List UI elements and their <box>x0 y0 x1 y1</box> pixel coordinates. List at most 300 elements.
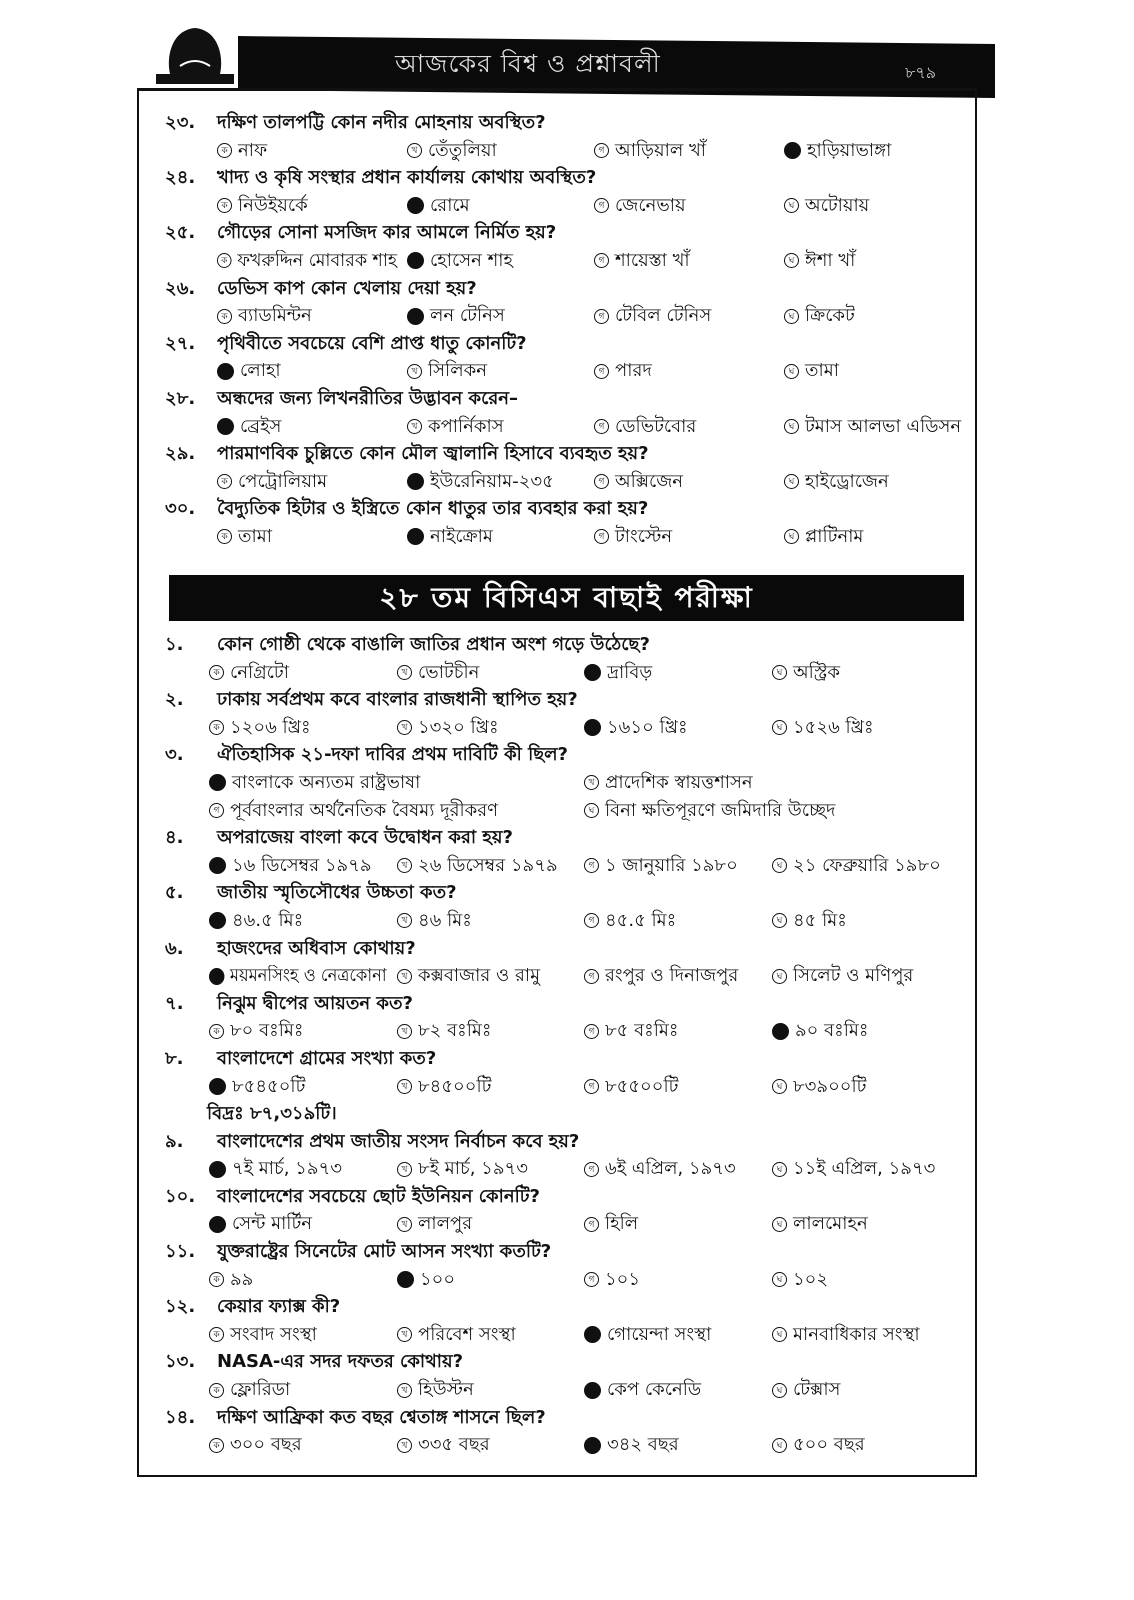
question-row <box>139 1348 975 1376</box>
answer-option <box>772 962 913 990</box>
option-text: ১২০৬ খ্রিঃ <box>230 716 311 738</box>
question-text: যুক্তরাষ্ট্রের সিনেটের মোট আসন সংখ্যা কতটি? <box>217 1241 552 1263</box>
question-number: ২৩. <box>165 112 196 133</box>
option-letter-circle-icon: ক <box>217 143 232 158</box>
option-letter-circle-icon: খ <box>397 665 412 680</box>
correct-answer-dot-icon: খ <box>397 1271 414 1288</box>
answer-option <box>209 1017 303 1045</box>
question-row <box>139 990 975 1018</box>
option-letter-circle-icon: গ <box>594 143 609 158</box>
answer-option <box>584 1431 679 1459</box>
options-row <box>139 1073 975 1101</box>
option-letter-circle-icon: গ <box>584 1024 599 1039</box>
option-letter-circle-icon: গ <box>594 529 609 544</box>
option-letter-circle-icon: গ <box>584 1162 599 1177</box>
options-row <box>139 1376 975 1404</box>
option-text: ভোটচীন <box>418 661 480 683</box>
answer-option <box>584 907 676 935</box>
question-text: জাতীয় স্মৃতিসৌধের উচ্চতা কত? <box>217 882 457 904</box>
options-row <box>139 1017 975 1045</box>
option-text: টেক্সাস <box>793 1379 841 1401</box>
answer-option <box>397 1073 491 1101</box>
option-letter-circle-icon: ঘ <box>784 309 799 324</box>
option-letter-circle-icon: ক <box>209 1383 224 1398</box>
question-number: ১০. <box>165 1185 196 1207</box>
answer-option <box>772 1266 828 1294</box>
answer-option <box>407 357 487 385</box>
answer-option <box>209 1431 302 1459</box>
answer-option <box>594 137 706 165</box>
question-row <box>139 1238 975 1266</box>
option-letter-circle-icon: খ <box>584 775 599 790</box>
option-text: ৩৪২ বছর <box>607 1434 679 1456</box>
answer-option <box>584 1266 640 1294</box>
option-text: আড়িয়াল খাঁ <box>615 139 706 161</box>
option-text: হোসেন শাহ <box>430 249 513 271</box>
answer-option <box>397 962 540 990</box>
option-text: কপার্নিকাস <box>428 415 504 437</box>
question-text: ঢাকায় সর্বপ্রথম কবে বাংলার রাজধানী স্থাপিত হয়? <box>217 689 578 711</box>
answer-option <box>772 1017 868 1045</box>
question-number: ২৫. <box>165 222 196 244</box>
option-text: টাংস্টেন <box>615 525 673 547</box>
question-text: কেয়ার ফ্যাক্স কী? <box>217 1296 341 1318</box>
option-text: বিনা ক্ষতিপূরণে জমিদারি উচ্ছেদ <box>605 799 836 821</box>
options-row <box>139 714 975 742</box>
option-letter-circle-icon: ক <box>217 529 232 544</box>
question-number: ৩০. <box>165 498 196 520</box>
answer-option <box>594 357 652 385</box>
option-text: ব্রেইস <box>240 415 282 437</box>
correct-answer-dot-icon: ক <box>209 1161 226 1178</box>
answer-option <box>584 1321 711 1349</box>
option-letter-circle-icon: গ <box>594 198 609 213</box>
option-letter-circle-icon: খ <box>397 1438 412 1453</box>
answer-note: বিদ্রঃ ৮৭,৩১৯টি। <box>207 1103 337 1125</box>
answer-option <box>594 523 672 551</box>
option-text: ৪৬ মিঃ <box>418 909 472 931</box>
option-text: তামা <box>805 360 839 382</box>
option-letter-circle-icon: ক <box>209 665 224 680</box>
option-letter-circle-icon: ঘ <box>772 1327 787 1342</box>
answer-option <box>407 413 504 441</box>
correct-answer-dot-icon: ক <box>209 912 226 929</box>
correct-answer-dot-icon: খ <box>407 308 424 325</box>
option-letter-circle-icon: খ <box>397 1162 412 1177</box>
answer-option <box>209 1155 342 1183</box>
answer-option <box>397 1210 472 1238</box>
option-text: সংবাদ সংস্থা <box>230 1323 317 1345</box>
answer-option <box>584 659 652 687</box>
section-previous-questions <box>139 109 975 551</box>
options-row <box>139 1431 975 1459</box>
option-text: দ্রাবিড় <box>607 661 653 683</box>
correct-answer-dot-icon: খ <box>407 252 424 269</box>
option-text: ৪৫ মিঃ <box>793 909 847 931</box>
option-text: ১৫২৬ খ্রিঃ <box>793 716 874 738</box>
option-letter-circle-icon: ঘ <box>772 1217 787 1232</box>
question-row <box>139 686 975 714</box>
answer-option <box>209 962 387 990</box>
option-text: হাড়িয়াভাঙ্গা <box>807 139 892 161</box>
option-text: প্রাদেশিক স্বায়ত্তশাসন <box>605 771 753 793</box>
question-text: বাংলাদেশের প্রথম জাতীয় সংসদ নির্বাচন কবে হয়? <box>217 1130 580 1152</box>
answer-option <box>772 1321 920 1349</box>
option-letter-circle-icon: ঘ <box>784 198 799 213</box>
question-row <box>139 1045 975 1073</box>
option-letter-circle-icon: খ <box>397 913 412 928</box>
option-text: ৮৩৯০০টি <box>793 1075 867 1097</box>
answer-option <box>594 302 711 330</box>
correct-answer-dot-icon: ক <box>209 774 226 791</box>
option-letter-circle-icon: ঘ <box>784 253 799 268</box>
option-text: ১৬১০ খ্রিঃ <box>607 716 688 738</box>
answer-option <box>407 192 470 220</box>
option-text: ৮ই মার্চ, ১৯৭৩ <box>418 1158 528 1180</box>
option-letter-circle-icon: ক <box>209 720 224 735</box>
answer-option <box>584 962 738 990</box>
answer-option <box>217 247 397 275</box>
correct-answer-dot-icon: খ <box>407 473 424 490</box>
option-letter-circle-icon: গ <box>594 364 609 379</box>
answer-option <box>784 137 891 165</box>
option-text: ১৩২০ খ্রিঃ <box>418 716 499 738</box>
answer-option <box>397 1376 474 1404</box>
option-text: গোয়েন্দা সংস্থা <box>607 1323 712 1345</box>
option-letter-circle-icon: গ <box>584 913 599 928</box>
answer-option <box>407 302 505 330</box>
option-letter-circle-icon: গ <box>594 253 609 268</box>
option-text: ৩০০ বছর <box>230 1434 302 1456</box>
answer-option <box>209 1073 305 1101</box>
option-text: ২৬ ডিসেম্বর ১৯৭৯ <box>418 854 558 876</box>
option-text: পেট্রোলিয়াম <box>238 470 328 492</box>
answer-option <box>584 714 688 742</box>
option-text: প্লাটিনাম <box>805 525 864 547</box>
option-text: কেপ কেনেডি <box>607 1379 702 1401</box>
option-letter-circle-icon: খ <box>397 1079 412 1094</box>
answer-option <box>594 192 686 220</box>
option-letter-circle-icon: গ <box>594 309 609 324</box>
answer-option <box>584 1155 736 1183</box>
section-28th-bcs <box>139 631 975 1459</box>
answer-option <box>784 523 863 551</box>
option-text: লালমোহন <box>793 1213 868 1235</box>
answer-option <box>594 413 696 441</box>
option-letter-circle-icon: ঘ <box>772 1162 787 1177</box>
option-letter-circle-icon: ক <box>209 1327 224 1342</box>
question-text: দক্ষিণ তালপট্টি কোন নদীর মোহনায় অবস্থিত? <box>217 112 546 133</box>
option-text: লালপুর <box>418 1213 473 1235</box>
answer-option <box>784 413 961 441</box>
answer-option <box>784 302 855 330</box>
answer-option <box>217 192 308 220</box>
option-text: ইউরেনিয়াম-২৩৫ <box>430 470 554 492</box>
option-text: ১ জানুয়ারি ১৯৮০ <box>605 854 738 876</box>
question-row <box>139 109 975 137</box>
question-row <box>139 385 975 413</box>
option-text: ৮৫ বঃমিঃ <box>605 1020 679 1042</box>
option-text: ৮৫৫০০টি <box>605 1075 679 1097</box>
option-letter-circle-icon: খ <box>397 969 412 984</box>
correct-answer-dot-icon: ক <box>209 857 226 874</box>
option-letter-circle-icon: ঘ <box>772 1272 787 1287</box>
answer-option <box>784 357 839 385</box>
answer-option <box>397 852 558 880</box>
answer-option <box>217 468 327 496</box>
option-letter-circle-icon: খ <box>397 720 412 735</box>
question-number: ৫. <box>165 882 184 904</box>
option-text: শায়েস্তা খাঁ <box>615 249 690 271</box>
options-row <box>139 797 975 825</box>
option-text: সিলেট ও মণিপুর <box>793 965 914 987</box>
option-text: রংপুর ও দিনাজপুর <box>605 965 739 987</box>
options-row <box>139 962 975 990</box>
correct-answer-dot-icon: ক <box>209 1216 226 1233</box>
question-text: অন্ধদের জন্য লিখনরীতির উদ্ভাবন করেন– <box>217 387 519 409</box>
options-row <box>139 413 975 441</box>
question-number: ১২. <box>165 1296 196 1318</box>
answer-option <box>772 1431 865 1459</box>
option-letter-circle-icon: গ <box>584 1079 599 1094</box>
option-letter-circle-icon: গ <box>584 1272 599 1287</box>
option-text: হাইড্রোজেন <box>805 470 889 492</box>
question-text: NASA-এর সদর দফতর কোথায়? <box>217 1351 464 1373</box>
options-row <box>139 852 975 880</box>
option-letter-circle-icon: ক <box>217 253 232 268</box>
option-letter-circle-icon: খ <box>397 1217 412 1232</box>
question-number: ৭. <box>165 992 184 1014</box>
option-text: হিলি <box>605 1213 639 1235</box>
answer-option <box>407 137 497 165</box>
option-letter-circle-icon: ঘ <box>772 665 787 680</box>
option-text: ক্রিকেট <box>805 305 855 327</box>
answer-option <box>584 1073 678 1101</box>
option-letter-circle-icon: ক <box>209 1438 224 1453</box>
option-letter-circle-icon: ঘ <box>772 858 787 873</box>
question-text: পারমাণবিক চুল্লিতে কোন মৌল জ্বালানি হিসাবে ব্যবহৃত হয়? <box>217 443 649 465</box>
question-number: ১১. <box>165 1241 196 1263</box>
option-text: তামা <box>238 525 272 547</box>
answer-option <box>397 659 479 687</box>
option-letter-circle-icon: গ <box>584 858 599 873</box>
answer-option <box>209 714 311 742</box>
option-letter-circle-icon: ঘ <box>772 720 787 735</box>
correct-answer-dot-icon: ঘ <box>772 1023 789 1040</box>
option-text: ৯০ বঃমিঃ <box>795 1020 869 1042</box>
options-row <box>139 907 975 935</box>
option-letter-circle-icon: গ <box>594 474 609 489</box>
question-text: দক্ষিণ আফ্রিকা কত বছর শ্বেতাঙ্গ শাসনে ছিল? <box>217 1406 546 1428</box>
options-row <box>139 247 975 275</box>
question-text: গৌড়ের সোনা মসজিদ কার আমলে নির্মিত হয়? <box>217 222 557 244</box>
options-row <box>139 137 975 165</box>
answer-option <box>407 247 513 275</box>
answer-option <box>772 659 840 687</box>
option-text: ৫০০ বছর <box>793 1434 865 1456</box>
question-text: পৃথিবীতে সবচেয়ে বেশি প্রাপ্ত ধাতু কোনটি? <box>217 332 527 354</box>
option-text: ৭ই মার্চ, ১৯৭৩ <box>232 1158 342 1180</box>
option-text: টমাস আলভা এডিসন <box>805 415 962 437</box>
option-text: সিলিকন <box>428 360 487 382</box>
option-text: ৪৫.৫ মিঃ <box>605 909 677 931</box>
option-text: ৬ই এপ্রিল, ১৯৭৩ <box>605 1158 736 1180</box>
options-row <box>139 1321 975 1349</box>
correct-answer-dot-icon: খ <box>407 197 424 214</box>
options-row <box>139 302 975 330</box>
answer-option <box>784 247 855 275</box>
answer-option <box>772 1376 840 1404</box>
answer-option <box>397 1017 491 1045</box>
question-text: বাংলাদেশের সবচেয়ে ছোট ইউনিয়ন কোনটি? <box>217 1185 540 1207</box>
option-text: তেঁতুলিয়া <box>428 139 497 161</box>
question-text: ডেভিস কাপ কোন খেলায় দেয়া হয়? <box>217 277 477 299</box>
answer-option <box>397 714 499 742</box>
question-row <box>139 935 975 963</box>
option-letter-circle-icon: ঘ <box>772 913 787 928</box>
question-row <box>139 1128 975 1156</box>
question-text: নিঝুম দ্বীপের আয়তন কত? <box>217 992 413 1014</box>
option-letter-circle-icon: ক <box>209 1024 224 1039</box>
question-number: ২. <box>165 689 184 711</box>
correct-answer-dot-icon: ক <box>209 1078 226 1095</box>
options-row <box>139 769 975 797</box>
answer-option <box>209 797 498 825</box>
question-row <box>139 164 975 192</box>
option-text: নাইক্রোম <box>430 525 493 547</box>
option-text: ব্যাডমিন্টন <box>238 305 312 327</box>
answer-option <box>772 714 874 742</box>
answer-option <box>584 769 753 797</box>
answer-option <box>772 1073 866 1101</box>
option-letter-circle-icon: খ <box>407 143 422 158</box>
options-row <box>139 192 975 220</box>
correct-answer-dot-icon: ক <box>217 363 234 380</box>
answer-option <box>217 523 272 551</box>
answer-option <box>397 1431 490 1459</box>
option-letter-circle-icon: ঘ <box>772 1383 787 1398</box>
option-text: ১০০ <box>420 1268 456 1290</box>
answer-option <box>594 468 683 496</box>
answer-option <box>407 523 493 551</box>
answer-option <box>397 1266 455 1294</box>
header-title: আজকের বিশ্ব ও প্রশ্নাবলী <box>395 49 661 78</box>
options-row <box>139 1266 975 1294</box>
answer-option <box>209 659 289 687</box>
option-letter-circle-icon: ঘ <box>784 364 799 379</box>
correct-answer-dot-icon: গ <box>584 1326 601 1343</box>
option-text: পারদ <box>615 360 652 382</box>
question-number: ২৪. <box>165 167 196 189</box>
question-row <box>139 741 975 769</box>
note-row <box>139 1100 975 1128</box>
options-row <box>139 357 975 385</box>
option-text: নিউইয়র্কে <box>238 194 308 216</box>
page-number: ৮৭৯ <box>905 63 937 82</box>
option-letter-circle-icon: ক <box>217 198 232 213</box>
option-text: ১১ই এপ্রিল, ১৯৭৩ <box>793 1158 936 1180</box>
correct-answer-dot-icon: খ <box>407 528 424 545</box>
question-row <box>139 1183 975 1211</box>
option-text: হিউস্টন <box>418 1379 474 1401</box>
question-number: ১৩. <box>165 1351 196 1373</box>
options-row <box>139 1210 975 1238</box>
correct-answer-dot-icon: ক <box>217 418 234 435</box>
option-text: ৯৯ <box>230 1268 254 1290</box>
option-text: ৮০ বঃমিঃ <box>230 1020 304 1042</box>
option-text: অটোয়ায় <box>805 194 870 216</box>
answer-option <box>217 357 281 385</box>
question-text: কোন গোষ্ঠী থেকে বাঙালি জাতির প্রধান অংশ গড়ে উঠেছে? <box>217 634 650 655</box>
option-text: পরিবেশ সংস্থা <box>418 1323 516 1345</box>
question-number: ২৬. <box>165 277 196 299</box>
question-row <box>139 1293 975 1321</box>
option-text: ৮৫৪৫০টি <box>232 1075 306 1097</box>
option-letter-circle-icon: ঘ <box>784 419 799 434</box>
question-row <box>139 1404 975 1432</box>
option-text: ডেভিটবোর <box>615 415 697 437</box>
option-text: ৪৬.৫ মিঃ <box>232 909 304 931</box>
question-number: ৮. <box>165 1047 184 1069</box>
option-text: ১০১ <box>605 1268 641 1290</box>
question-row <box>139 824 975 852</box>
option-text: ২১ ফেব্রুয়ারি ১৯৮০ <box>793 854 941 876</box>
option-letter-circle-icon: ঘ <box>584 803 599 818</box>
question-row <box>139 219 975 247</box>
content-box <box>137 88 977 1477</box>
option-letter-circle-icon: খ <box>397 858 412 873</box>
answer-option <box>209 769 420 797</box>
option-text: অক্সিজেন <box>615 470 684 492</box>
option-letter-circle-icon: খ <box>397 1327 412 1342</box>
answer-option <box>209 1266 253 1294</box>
option-letter-circle-icon: গ <box>584 1217 599 1232</box>
option-letter-circle-icon: ঘ <box>772 1079 787 1094</box>
option-text: ১০২ <box>793 1268 829 1290</box>
option-letter-circle-icon: ক <box>217 474 232 489</box>
answer-option <box>209 852 372 880</box>
option-text: লন টেনিস <box>430 305 505 327</box>
correct-answer-dot-icon: গ <box>584 1437 601 1454</box>
answer-option <box>209 907 303 935</box>
option-text: সেন্ট মার্টিন <box>232 1213 312 1235</box>
answer-option <box>209 1210 312 1238</box>
options-row <box>139 468 975 496</box>
option-text: ময়মনসিংহ ও নেত্রকোনা <box>229 965 387 987</box>
question-text: বাংলাদেশে গ্রামের সংখ্যা কত? <box>217 1047 437 1069</box>
answer-option <box>209 1376 290 1404</box>
publisher-logo-icon <box>152 26 238 86</box>
option-text: রোমে <box>430 194 470 216</box>
answer-option <box>217 302 312 330</box>
option-text: কক্সবাজার ও রামু <box>418 965 541 987</box>
answer-option <box>584 852 738 880</box>
answer-option <box>209 1321 317 1349</box>
option-letter-circle-icon: খ <box>397 1024 412 1039</box>
answer-option <box>784 468 889 496</box>
question-number: ১৪. <box>165 1406 196 1428</box>
options-row <box>139 1155 975 1183</box>
option-text: নাফ <box>238 139 268 161</box>
answer-option <box>584 1210 638 1238</box>
answer-option <box>584 1017 678 1045</box>
correct-answer-dot-icon: গ <box>584 1382 601 1399</box>
option-text: জেনেভায় <box>615 194 686 216</box>
option-text: ৮৪৫০০টি <box>418 1075 492 1097</box>
question-text: ঐতিহাসিক ২১-দফা দাবির প্রথম দাবিটি কী ছিল? <box>217 744 569 766</box>
correct-answer-dot-icon: গ <box>584 664 601 681</box>
answer-option <box>397 907 472 935</box>
